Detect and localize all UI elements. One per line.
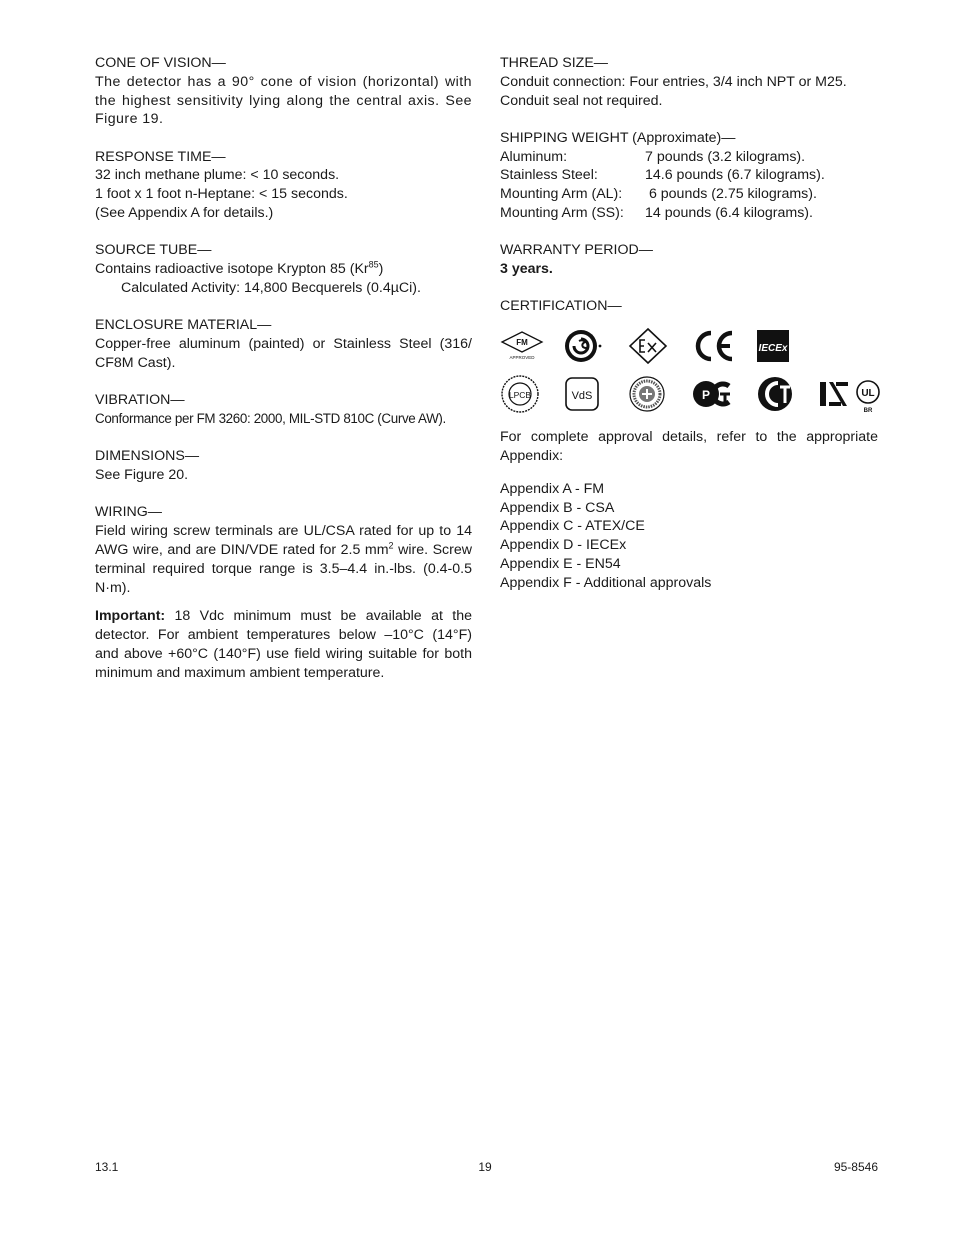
warranty-heading: WARRANTY PERIOD— <box>500 242 653 259</box>
weight-label: Mounting Arm (SS): <box>500 205 624 222</box>
appendix-item: Appendix D - IECEx <box>500 537 627 554</box>
important-label: Important: <box>95 608 166 625</box>
certification-heading: CERTIFICATION— <box>500 298 622 315</box>
br-logo-text: BR <box>863 408 873 415</box>
thread-line: Conduit seal not required. <box>500 92 663 109</box>
source-line-1 <box>95 260 472 279</box>
fm-logo-text: FM <box>516 338 528 348</box>
response-line: (See Appendix A for details.) <box>95 205 274 222</box>
cone-text: The detector has a 90° cone of vision (horizontal) with the highest sensitivity lying along the central axis. See Figure 19. <box>95 73 472 128</box>
cone-of-vision-section <box>95 54 472 129</box>
lpcb-logo <box>500 370 564 418</box>
weight-row <box>500 148 878 167</box>
response-line: 1 foot x 1 foot n-Heptane: < 15 seconds. <box>95 186 348 203</box>
weight-row <box>500 166 878 185</box>
important-text <box>95 607 472 682</box>
footer-document-number: 95-8546 <box>833 1160 878 1174</box>
weight-value: 7 pounds (3.2 kilograms). <box>645 148 806 165</box>
cone-heading: CONE OF VISION— <box>95 55 226 71</box>
approved-logo-text: APPROVED <box>509 355 535 361</box>
vibration-text: Conformance per FM 3260: 2000, MIL-STD 810C (Curve AW). <box>95 410 446 426</box>
enclosure-text: Copper-free aluminum (painted) or Stainless Steel (316/ CF8M Cast). <box>95 336 472 371</box>
dimensions-section <box>95 447 472 485</box>
weight-row <box>500 204 878 223</box>
weight-label: Aluminum: <box>500 148 568 165</box>
certification-section <box>500 297 878 418</box>
circular-cert-logo <box>628 370 692 418</box>
iecex-logo-text: IECEx <box>758 343 788 355</box>
source-heading: SOURCE TUBE— <box>95 242 212 259</box>
appendix-item: Appendix E - EN54 <box>500 556 621 573</box>
footer-page-number: 19 <box>478 1160 492 1174</box>
empty-logo-slot <box>820 322 884 370</box>
vibration-section <box>95 391 472 429</box>
source-text-end: ) <box>378 261 384 278</box>
appendix-list <box>500 480 878 593</box>
weight-label: Stainless Steel: <box>500 167 598 184</box>
thread-line: Conduit connection: Four entries, 3/4 inch NPT or M25. <box>500 73 847 90</box>
appendix-item: Appendix A - FM <box>500 480 605 497</box>
right-column <box>500 54 878 611</box>
source-text: Contains radioactive isotope Krypton 85 (Kr <box>95 261 369 278</box>
warranty-section <box>500 241 878 279</box>
dimensions-heading: DIMENSIONS— <box>95 448 200 465</box>
wiring-superscript: 2 <box>388 540 394 551</box>
vibration-heading: VIBRATION— <box>95 392 185 409</box>
source-tube-section <box>95 241 472 297</box>
enclosure-section <box>95 316 472 372</box>
weight-heading: SHIPPING WEIGHT (Approximate)— <box>500 129 736 146</box>
ex-atex-logo <box>628 322 692 370</box>
approval-note: For complete approval details, refer to the appropriate Appendix: <box>500 429 878 465</box>
weight-value: 6 pounds (2.75 kilograms). <box>645 186 817 203</box>
ctp-logo <box>756 370 820 418</box>
footer-revision: 13.1 <box>95 1160 119 1174</box>
response-heading: RESPONSE TIME— <box>95 148 226 165</box>
iecex-logo <box>756 322 820 370</box>
source-line-2: Calculated Activity: 14,800 Becquerels (0.4µCi). <box>121 279 421 296</box>
csa-logo <box>564 322 628 370</box>
left-column <box>95 54 472 701</box>
thread-heading: THREAD SIZE— <box>500 55 608 71</box>
weight-label: Mounting Arm (AL): <box>500 186 623 203</box>
shipping-weight-section <box>500 129 878 223</box>
appendix-item: Appendix F - Additional approvals <box>500 574 712 591</box>
wiring-heading: WIRING— <box>95 504 162 521</box>
response-line: 32 inch methane plume: < 10 seconds. <box>95 167 340 184</box>
vds-logo <box>564 370 628 418</box>
thread-size-section <box>500 54 878 110</box>
pct-logo <box>692 370 756 418</box>
dimensions-text: See Figure 20. <box>95 467 189 484</box>
enclosure-heading: ENCLOSURE MATERIAL— <box>95 317 272 334</box>
weight-value: 14 pounds (6.4 kilograms). <box>645 205 813 222</box>
wiring-section <box>95 503 472 597</box>
fm-approved-logo <box>500 322 564 370</box>
wiring-text <box>95 522 472 597</box>
appendix-item: Appendix B - CSA <box>500 499 615 516</box>
ce-logo <box>692 322 756 370</box>
vds-logo-text: VdS <box>571 390 593 403</box>
lpcb-logo-text: LPCB <box>508 390 532 401</box>
weight-value: 14.6 pounds (6.7 kilograms). <box>645 167 825 184</box>
ul-logo-text: UL <box>861 388 875 400</box>
source-superscript: 85 <box>368 259 379 270</box>
important-body: 18 Vdc minimum must be available at the detector. For ambient temperatures below –10°C (14°F) and above +60°C (140°F) use field wiring suitable for both minimum and maximum ambient temperature. <box>95 608 472 681</box>
response-time-section <box>95 148 472 223</box>
appendix-item: Appendix C - ATEX/CE <box>500 518 645 535</box>
warranty-value: 3 years. <box>500 261 553 278</box>
wiring-text-a: Field wiring screw terminals are UL/CSA rated for up to 14 AWG wire, and are DIN/VDE rated for 2.5 mm <box>95 523 472 558</box>
inmetro-ul-logo <box>820 370 884 418</box>
weight-row <box>500 185 878 204</box>
wiring-text-b: wire. Screw terminal required torque range is 3.5–4.4 in.-lbs. (0.4-0.5 N·m). <box>95 541 472 596</box>
svg-text:P: P <box>701 388 711 403</box>
approval-note-section <box>500 428 878 466</box>
important-section <box>95 607 472 682</box>
certification-logos <box>500 322 878 418</box>
